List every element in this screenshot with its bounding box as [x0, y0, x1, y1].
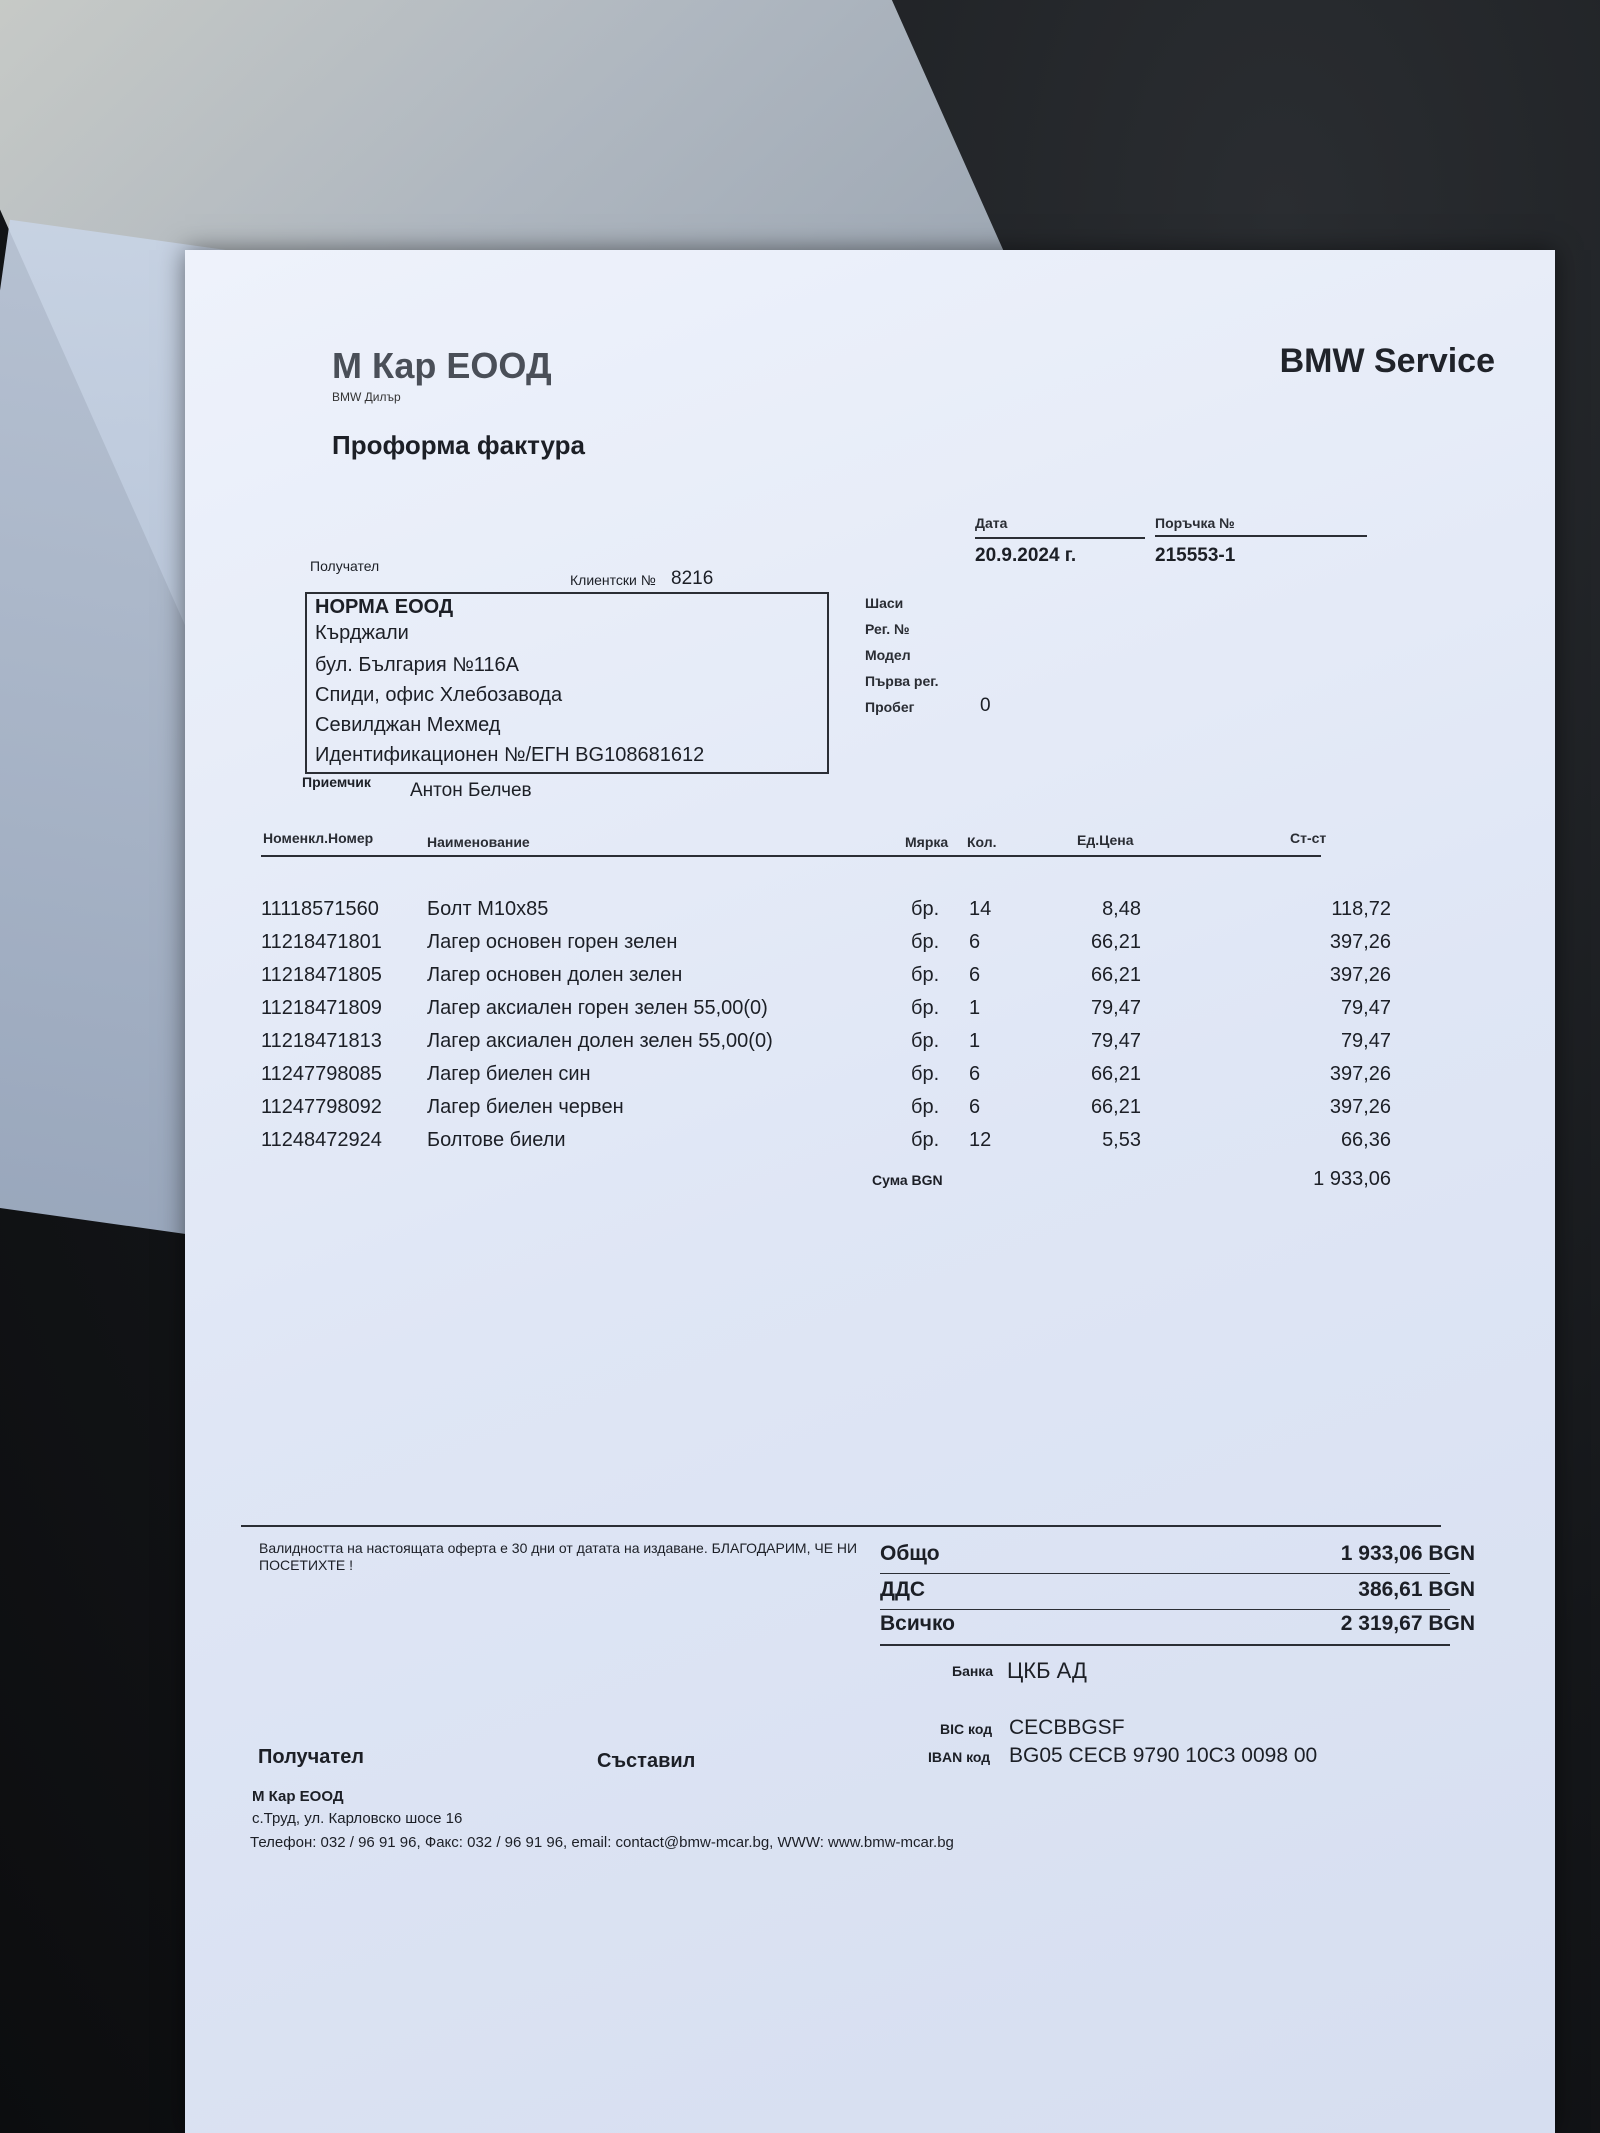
cell-unit: бр.	[911, 1129, 940, 1151]
recipient-line: Идентификационен №/ЕГН BG108681612	[315, 744, 705, 766]
col-header-code: Номенкл.Номер	[263, 830, 374, 846]
table-row	[261, 997, 1391, 1027]
client-no-label: Клиентски №	[570, 572, 656, 588]
client-no-value: 8216	[671, 568, 714, 589]
cell-qty: 14	[969, 898, 992, 920]
cell-code: 11247798092	[261, 1096, 382, 1118]
table-row	[261, 931, 1391, 961]
table-row	[261, 1063, 1391, 1093]
bank-label: Банка	[952, 1663, 994, 1679]
bic-value: CECBBGSF	[1009, 1716, 1125, 1739]
cell-name: Болт М10х85	[427, 898, 549, 920]
dealer-label: BMW Дилър	[332, 390, 401, 404]
brand-title: BMW Service	[1279, 342, 1495, 380]
cell-price: 5,53	[1102, 1129, 1141, 1151]
cell-unit: бр.	[911, 1030, 940, 1052]
cell-total: 66,36	[1340, 1129, 1391, 1151]
cell-qty: 12	[969, 1129, 992, 1151]
cell-price: 66,21	[1090, 931, 1141, 953]
invoice-paper	[185, 250, 1555, 2133]
iban-value: BG05 CECB 9790 10C3 0098 00	[1009, 1744, 1318, 1767]
cell-qty: 1	[969, 997, 981, 1019]
col-header-qty: Кол.	[967, 834, 997, 850]
table-row	[261, 1030, 1391, 1060]
cell-code: 11218471809	[261, 997, 382, 1019]
table-row	[261, 1129, 1391, 1159]
col-header-unit: Мярка	[905, 834, 949, 850]
date-value: 20.9.2024 г.	[975, 545, 1077, 566]
grand-total-value: 2 319,67 BGN	[1340, 1612, 1475, 1635]
col-header-name: Наименование	[427, 834, 530, 850]
vat-label: ДДС	[880, 1578, 926, 1601]
cell-qty: 6	[969, 964, 981, 986]
cell-code: 11218471805	[261, 964, 382, 986]
cell-qty: 6	[969, 1063, 981, 1085]
footer-contacts: Телефон: 032 / 96 91 96, Факс: 032 / 96 91 96, email: contact@bmw-mcar.bg, WWW: www.bmw-mcar.bg	[250, 1834, 954, 1851]
order-value: 215553-1	[1155, 545, 1236, 566]
cell-price: 79,47	[1090, 997, 1141, 1019]
chassis-label: Шаси	[865, 595, 904, 611]
cell-code: 11218471801	[261, 931, 382, 953]
cell-total: 397,26	[1329, 1096, 1391, 1118]
composed-signature-label: Съставил	[597, 1750, 696, 1772]
recipient-line: Севилджан Мехмед	[315, 714, 501, 736]
cell-qty: 6	[969, 931, 981, 953]
cell-name: Лагер основен горен зелен	[427, 931, 678, 953]
total-label: Общо	[880, 1542, 940, 1565]
cell-name: Лагер основен долен зелен	[427, 964, 683, 986]
cell-name: Лагер аксиален долен зелен 55,00(0)	[427, 1030, 773, 1052]
recipient-line: Кърджали	[315, 622, 409, 644]
mileage-label: Пробег	[865, 699, 915, 715]
company-name: М Кар ЕООД	[332, 345, 552, 386]
recipient-line: НОРМА ЕООД	[315, 596, 454, 618]
cell-unit: бр.	[911, 1063, 940, 1085]
cell-total: 79,47	[1340, 997, 1391, 1019]
receiver-name: Антон Белчев	[410, 780, 532, 801]
col-header-price: Ед.Цена	[1077, 832, 1134, 848]
date-label: Дата	[975, 515, 1008, 531]
cell-code: 11218471813	[261, 1030, 382, 1052]
cell-code: 11248472924	[261, 1129, 382, 1151]
cell-price: 79,47	[1090, 1030, 1141, 1052]
model-label: Модел	[865, 647, 911, 663]
cell-total: 79,47	[1340, 1030, 1391, 1052]
cell-price: 66,21	[1090, 1063, 1141, 1085]
cell-qty: 1	[969, 1030, 981, 1052]
reg-label: Рег. №	[865, 621, 910, 637]
cell-total: 397,26	[1329, 931, 1391, 953]
receiver-label: Приемчик	[302, 774, 371, 790]
cell-total: 118,72	[1331, 898, 1391, 920]
mileage-value: 0	[980, 695, 991, 716]
first-reg-label: Първа рег.	[865, 673, 939, 689]
sum-value: 1 933,06	[1313, 1168, 1391, 1190]
cell-unit: бр.	[911, 964, 940, 986]
cell-name: Лагер биелен син	[427, 1063, 591, 1085]
cell-unit: бр.	[911, 997, 940, 1019]
order-label: Поръчка №	[1155, 515, 1235, 531]
cell-name: Болтове биели	[427, 1129, 566, 1151]
cell-code: 11118571560	[261, 898, 379, 920]
cell-code: 11247798085	[261, 1063, 382, 1085]
cell-total: 397,26	[1329, 964, 1391, 986]
cell-unit: бр.	[911, 931, 940, 953]
total-value: 1 933,06 BGN	[1340, 1542, 1475, 1565]
bic-label: BIC код	[940, 1721, 993, 1737]
cell-price: 8,48	[1102, 898, 1141, 920]
cell-total: 397,26	[1329, 1063, 1391, 1085]
table-row	[261, 898, 1391, 928]
cell-name: Лагер аксиален горен зелен 55,00(0)	[427, 997, 768, 1019]
cell-name: Лагер биелен червен	[427, 1096, 624, 1118]
iban-label: IBAN код	[928, 1749, 991, 1765]
sum-label: Сума BGN	[872, 1172, 943, 1188]
cell-unit: бр.	[911, 898, 940, 920]
vat-value: 386,61 BGN	[1358, 1578, 1475, 1601]
validity-note: Валидността на настоящата оферта е 30 дни от датата на издаване. БЛАГОДАРИМ, ЧЕ НИ ПОСЕТИХТЕ !	[259, 1540, 858, 1573]
table-row	[261, 964, 1391, 994]
col-header-total: Ст-ст	[1290, 830, 1327, 846]
table-row	[261, 1096, 1391, 1126]
bank-value: ЦКБ АД	[1007, 1658, 1087, 1683]
cell-price: 66,21	[1090, 964, 1141, 986]
footer-company: М Кар ЕООД	[252, 1788, 344, 1805]
cell-unit: бр.	[911, 1096, 940, 1118]
cell-price: 66,21	[1090, 1096, 1141, 1118]
cell-qty: 6	[969, 1096, 981, 1118]
grand-total-label: Всичко	[880, 1612, 956, 1635]
receiver-signature-label: Получател	[258, 1746, 365, 1768]
recipient-label: Получател	[310, 558, 380, 574]
recipient-line: Спиди, офис Хлебозавода	[315, 684, 563, 706]
document-title: Проформа фактура	[332, 430, 585, 460]
recipient-line: бул. България №116А	[315, 654, 519, 676]
footer-address: с.Труд, ул. Карловско шосе 16	[252, 1810, 463, 1827]
